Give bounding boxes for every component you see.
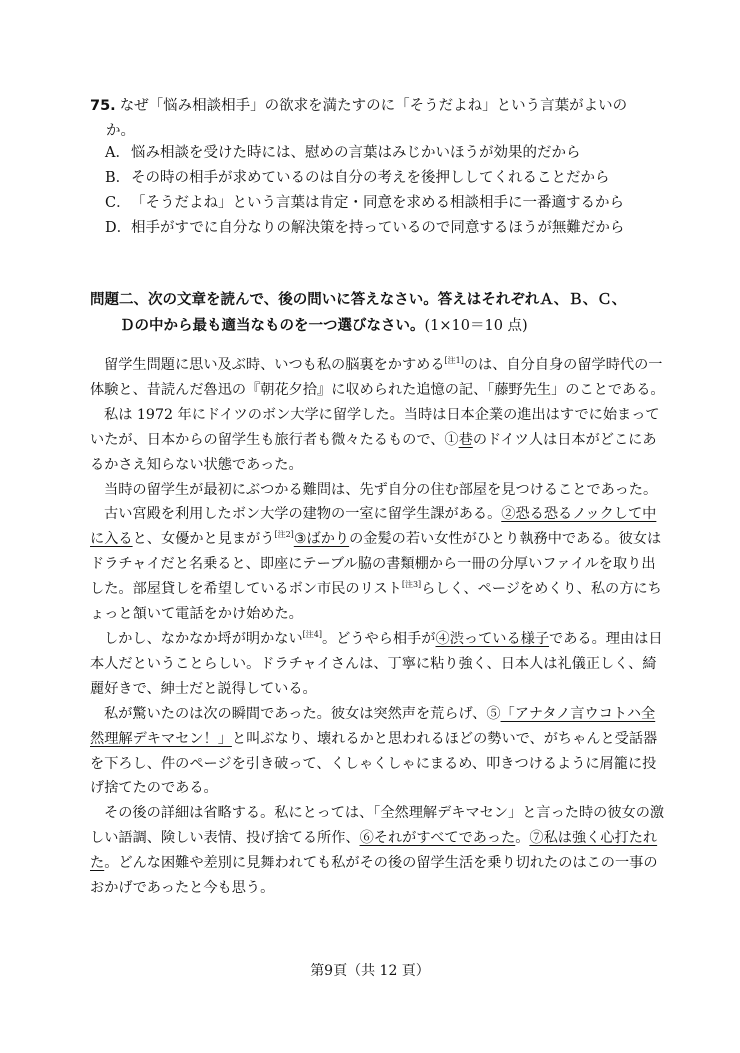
footnote-marker: [注1] [444, 356, 464, 365]
paragraph-6 [90, 702, 665, 802]
question-number: 75. [90, 98, 116, 114]
option-text: 「そうだよね」という言葉は肯定・同意を求める相談相手に一番適するから [131, 195, 624, 211]
option-letter: C． [105, 195, 131, 211]
text: と、女優かと見まがう [132, 531, 275, 548]
paragraph-4 [90, 502, 665, 627]
question-stem [90, 94, 660, 144]
option-text: その時の相手が求めているのは自分の考えを後押ししてくれることだから [131, 170, 610, 186]
paragraph-5 [90, 627, 665, 702]
option-letter: B． [105, 170, 131, 186]
text: 。どんな困難や差別に見舞われても私がその後の留学生活を乗り切れたのはこの一事のおかげであったと今も思う。 [90, 855, 658, 897]
section-score: (1×10＝10 点) [424, 318, 528, 334]
option-b [105, 166, 675, 191]
footnote-marker: [注3] [401, 580, 422, 590]
underlined-5: 「アナタノ言ウコトハ全然理解デキマセン！」 [90, 705, 656, 747]
text: その後の詳細は省略する。私にとっては、「全然理解デキマセン」と言った時の彼女の激しい語調、険しい表情、投げ捨てる所作、 [90, 805, 665, 847]
underlined-3: ③ばかり [293, 531, 350, 548]
section-instructions [90, 287, 670, 339]
mark-1: ① [444, 431, 459, 448]
text: らしく、ページをめくり、私の方にちょっと頷いて電話をかけ始めた。 [90, 581, 662, 623]
option-c [105, 191, 675, 216]
paragraph-7 [90, 801, 665, 901]
text: の金髪の若い女性がひとり執務中である。彼女はドラチャイだと名乗ると、即座にテーブル脇の書類棚から一冊の分厚いファイルを取り出した。部屋貸しを希望しているボン市民のリスト [90, 531, 662, 598]
footnote-marker: [注2] [274, 530, 294, 540]
underlined-4: ④渋っている様子 [435, 630, 550, 647]
text: 当時の留学生が最初にぶつかる難問は、先ず自分の住む部屋を見つけることであった。 [104, 481, 658, 498]
text: しかし、なかなか埒が明かない [104, 630, 303, 647]
text: 私は 1972 年にドイツのボン大学に留学した。当時は日本企業の進出はすでに始まっていたが、日本からの留学生も旅行者も微々たるもので、 [90, 406, 660, 448]
underlined-1: 巷 [458, 431, 473, 448]
section-line1: 問題二、次の文章を読んで、後の問いに答えなさい。答えはそれぞれＡ、Ｂ、Ｃ、 [90, 292, 627, 308]
section-line2: Ｄの中から最も適当なものを一つ選びなさい。 [120, 318, 425, 334]
page-footer: 第9頁（共 12 頁） [310, 963, 430, 979]
answer-options [105, 141, 675, 241]
text: 。どうやら相手が [321, 630, 436, 647]
footnote-marker: [注4] [302, 629, 322, 639]
paragraph-1 [90, 353, 665, 403]
text: と叫ぶなり、壊れるかと思われるほどの勢いで、がちゃんと受話器を下ろし、件のページを引き破って、くしゃくしゃにまるめ、叩きつけるように屑籠に投げ捨てたのである。 [90, 730, 658, 797]
paragraph-3 [90, 478, 665, 503]
underlined-2: ②恐る恐るノックして中に入る [90, 506, 657, 548]
text: である。理由は日本人だということらしい。ドラチャイさんは、丁寧に粘り強く、日本人は礼儀正しく、綺麗好きで、紳士だと説得している。 [90, 630, 663, 697]
underlined-7: ⑦私は強く心打たれた [90, 830, 658, 872]
option-d [105, 216, 675, 241]
option-a [105, 141, 675, 166]
underlined-6: ⑥それがすべてであった [359, 830, 516, 847]
reading-passage [90, 353, 665, 901]
option-letter: A． [105, 145, 130, 161]
text: 。 [515, 830, 530, 847]
text: 留学生問題に思い及ぶ時、いつも私の脳裏をかすめる [104, 357, 445, 373]
text: 古い宮殿を利用したボン大学の建物の一室に留学生課がある。 [104, 506, 502, 523]
option-text: 相手がすでに自分なりの解決策を持っているので同意するほうが無難だから [131, 220, 625, 236]
option-letter: D． [105, 220, 132, 236]
paragraph-2 [90, 403, 665, 478]
text: のドイツ人は日本がどこにあるかさえ知らない状態であった。 [90, 431, 657, 473]
question-stem-line2: か。 [106, 123, 135, 139]
text: 私が驚いたのは次の瞬間であった。彼女は突然声を荒らげ、⑤ [104, 705, 501, 722]
text: のは、自分自身の留学時代の一体験と、昔読んだ魯迅の『朝花夕拾』に収められた追憶の記、「藤野先生」のことである。 [90, 357, 665, 398]
question-stem-line1: なぜ「悩み相談相手」の欲求を満たすのに「そうだよね」という言葉がよいの [119, 98, 628, 114]
option-text: 悩み相談を受けた時には、慰めの言葉はみじかいほうが効果的だから [131, 145, 581, 161]
